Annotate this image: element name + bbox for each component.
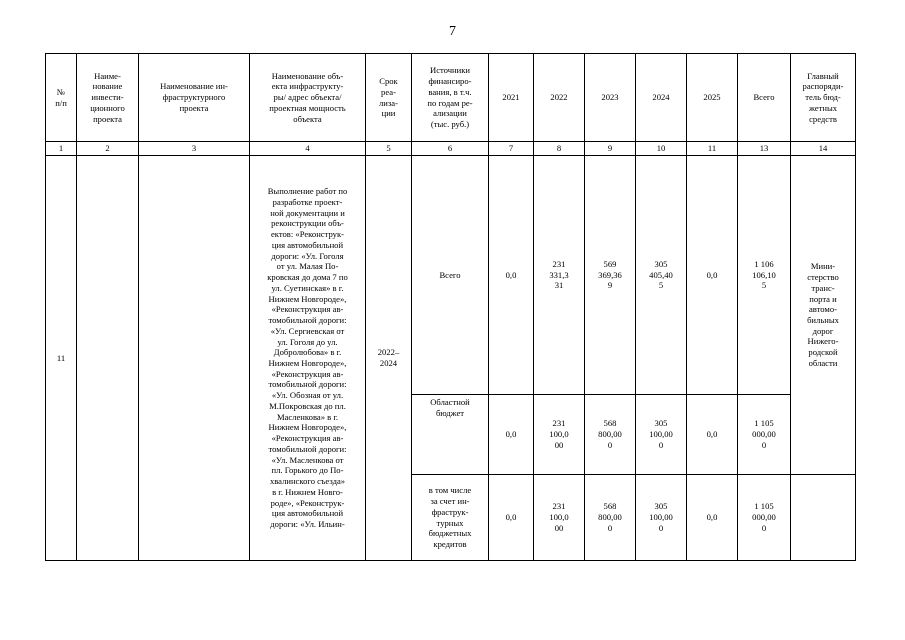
object-description: Выполнение работ по разработке проект- ной документации и реконструкции объ- ектов: «Реконструк- ция автомобильной дороги: «Ул. Гоголя от ул. Малая По- кровская до дома 7 по ул. Суетинская» в г. Нижнем Новгороде», «Реконструкция ав- томобильной дороги: «Ул. Сергиевская от ул. Гоголя до ул. Добролюбова» в г. Нижнем Новгороде», «Реконструкция ав- томобильной дороги: «Ул. Обозная от ул. М.Покровская до пл. Масленкова» в г. Нижнем Новгороде», «Реконструкция ав- томобильной дороги: «Ул. Масленкова от пл. Горького до По- хвалинского съезда» в г. Нижнем Новго- роде», «Реконструк- ция автомобильной дороги: «Ул. Ильин-	[250, 156, 366, 561]
source-label-infrastructure-credits: в том числе за счет ин- фраструк- турных бюджетных кредитов	[412, 475, 489, 561]
source-label-total: Всего	[412, 156, 489, 395]
implementation-term: 2022– 2024	[366, 156, 412, 561]
column-number: 4	[250, 142, 366, 156]
infrastructure-project-cell	[139, 156, 250, 561]
header-cell-term: Срок реа- лиза- ции	[366, 54, 412, 142]
column-number: 1	[46, 142, 77, 156]
investment-table	[45, 53, 856, 561]
column-number: 10	[636, 142, 687, 156]
header-cell-2021: 2021	[489, 54, 534, 142]
column-number: 14	[791, 142, 856, 156]
value-2021: 0,0	[489, 395, 534, 475]
value-2023: 568 800,00 0	[585, 475, 636, 561]
value-2021: 0,0	[489, 475, 534, 561]
page-number: 7	[449, 24, 456, 39]
header-cell-investment-project: Наиме- нование инвести- ционного проекта	[77, 54, 139, 142]
ministry-cell-continued	[791, 475, 856, 561]
table-row-total	[46, 156, 856, 395]
value-total: 1 106 106,10 5	[738, 156, 791, 395]
investment-project-cell	[77, 156, 139, 561]
header-cell-2025: 2025	[687, 54, 738, 142]
value-2023: 568 800,00 0	[585, 395, 636, 475]
value-total: 1 105 000,00 0	[738, 475, 791, 561]
header-cell-infrastructure-project: Наименование ин- фраструктурного проекта	[139, 54, 250, 142]
value-2024: 305 100,00 0	[636, 395, 687, 475]
header-cell-2023: 2023	[585, 54, 636, 142]
header-cell-total: Всего	[738, 54, 791, 142]
ministry-cell: Мини- стерство транс- порта и автомо- бильных дорог Нижего- родской области	[791, 156, 856, 475]
value-2025: 0,0	[687, 475, 738, 561]
header-cell-2022: 2022	[534, 54, 585, 142]
value-2024: 305 100,00 0	[636, 475, 687, 561]
column-number: 2	[77, 142, 139, 156]
header-row	[46, 54, 856, 142]
header-cell-number: № п/п	[46, 54, 77, 142]
value-total: 1 105 000,00 0	[738, 395, 791, 475]
column-number: 5	[366, 142, 412, 156]
value-2024: 305 405,40 5	[636, 156, 687, 395]
row-number: 11	[46, 156, 77, 561]
value-2022: 231 100,0 00	[534, 395, 585, 475]
column-number: 6	[412, 142, 489, 156]
column-number: 11	[687, 142, 738, 156]
header-cell-2024: 2024	[636, 54, 687, 142]
column-number: 8	[534, 142, 585, 156]
value-2022: 231 331,3 31	[534, 156, 585, 395]
column-number-row	[46, 142, 856, 156]
value-2025: 0,0	[687, 156, 738, 395]
value-2025: 0,0	[687, 395, 738, 475]
value-2023: 569 369,36 9	[585, 156, 636, 395]
value-2022: 231 100,0 00	[534, 475, 585, 561]
value-2021: 0,0	[489, 156, 534, 395]
header-cell-ministry: Главный распоряди- тель бюд- жетных средств	[791, 54, 856, 142]
column-number: 3	[139, 142, 250, 156]
column-number: 7	[489, 142, 534, 156]
column-number: 9	[585, 142, 636, 156]
source-label-regional-budget: Областной бюджет	[412, 395, 489, 475]
column-number: 13	[738, 142, 791, 156]
header-cell-object: Наименование объ- екта инфраструкту- ры/ адрес объекта/ проектная мощность объекта	[250, 54, 366, 142]
header-cell-sources: Источники финансиро- вания, в т.ч. по годам ре- ализации (тыс. руб.)	[412, 54, 489, 142]
